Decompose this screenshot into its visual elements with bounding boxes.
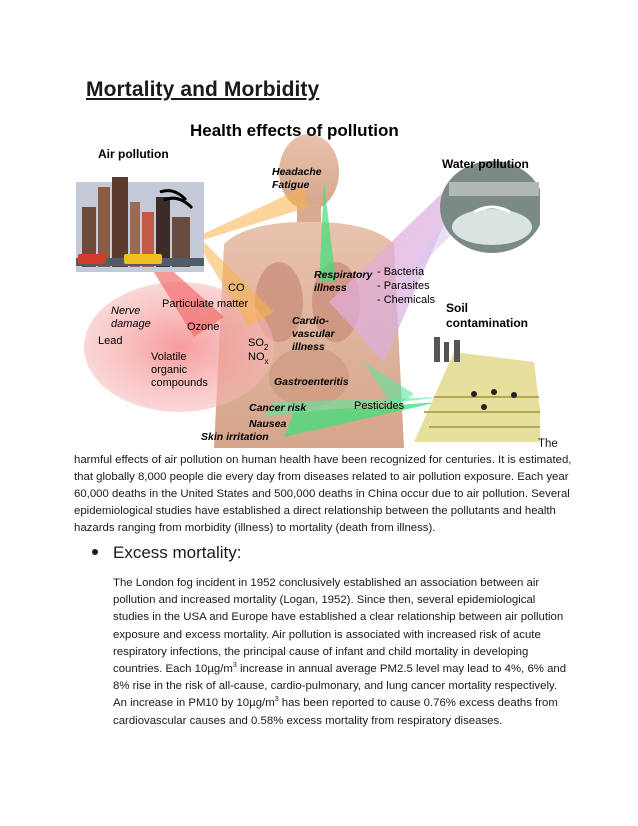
figure-title: Health effects of pollution — [190, 121, 399, 140]
label-chemicals: - Chemicals — [377, 294, 436, 306]
page-title: Mortality and Morbidity — [86, 78, 320, 101]
label-water-pollution: Water pollution — [442, 157, 529, 171]
bullet-excess-mortality — [92, 543, 241, 563]
label-headache: Headache — [272, 166, 322, 178]
label-nox: $NO_x$ — [248, 351, 269, 366]
label-air-pollution: Air pollution — [98, 147, 169, 161]
label-vascular: vascular — [292, 328, 335, 340]
label-organic: organic — [151, 364, 188, 376]
label-pesticides: Pesticides — [354, 400, 405, 412]
label-cardio-illness: illness — [292, 341, 325, 353]
label-respiratory: Respiratory — [314, 269, 373, 281]
label-cancer-risk: Cancer risk — [249, 402, 307, 414]
label-bacteria: - Bacteria — [377, 266, 425, 278]
soil-contamination-icon — [414, 337, 540, 442]
label-particulate: Particulate matter — [162, 298, 249, 310]
bullet-dot — [92, 549, 98, 555]
label-nerve: Nerve — [111, 305, 141, 317]
label-soil: Soil — [446, 301, 469, 315]
label-volatile: Volatile — [151, 351, 187, 363]
intro-lead-word: The — [538, 438, 558, 450]
label-respiratory-illness: illness — [314, 282, 347, 294]
bullet-heading: Excess mortality: — [113, 543, 242, 562]
label-so2: $SO_2$ — [248, 337, 269, 352]
intro-paragraph: harmful effects of air pollution on human health have been recognized for centuries. It is estimated, that globally 8,000 people die every day from diseases related to air pollution exposure. Each year 60,000 deaths in the United States and 500,000 deaths in China occur due to air pollution. Several epidemiological studies have established a direct relationship between the pollutants and health hazards ranging from morbidity (illness) to mortality (death from illness). — [74, 454, 572, 534]
label-compounds: compounds — [151, 377, 208, 389]
label-parasites: - Parasites — [377, 280, 430, 292]
label-cardio: Cardio- — [292, 315, 329, 327]
health-effects-figure — [74, 112, 540, 448]
label-contamination: contamination — [446, 316, 529, 330]
label-fatigue: Fatigue — [272, 179, 310, 191]
label-ozone: Ozone — [187, 321, 220, 333]
city-icon — [76, 177, 204, 272]
label-lead: Lead — [98, 335, 123, 347]
excess-mortality-paragraph: The London fog incident in 1952 conclusively established an association between air pollution and increased mortality (Logan, 1952). Since then, several epidemiological studies in the USA and Europe have established a clear relationship between air pollution exposure and excess mortality. Air pollution is associated with increased risk of acute respiratory infections, the principal cause of infant and child mortality in developing countries. Each $10\mu g/m^3$ increase in annual average PM2.5 level may lead to 4%, 6% and 8% rise in the risk of all-cause, cardio-pulmonary, and lung cancer mortality respectively. An increase in PM10 by $10\mu g/m^3$ has been reported to cause 0.76% excess deaths from cardiovascular causes and 0.58% excess mortality from respiratory diseases. — [113, 577, 567, 727]
label-nausea: Nausea — [249, 418, 287, 430]
health-effects-diagram — [74, 112, 540, 448]
water-pollution-icon — [440, 161, 540, 253]
label-damage: damage — [111, 318, 151, 330]
label-co: CO — [228, 282, 245, 294]
label-skin-irritation: Skin irritation — [201, 431, 269, 443]
label-gastroenteritis: Gastroenteritis — [274, 376, 349, 388]
